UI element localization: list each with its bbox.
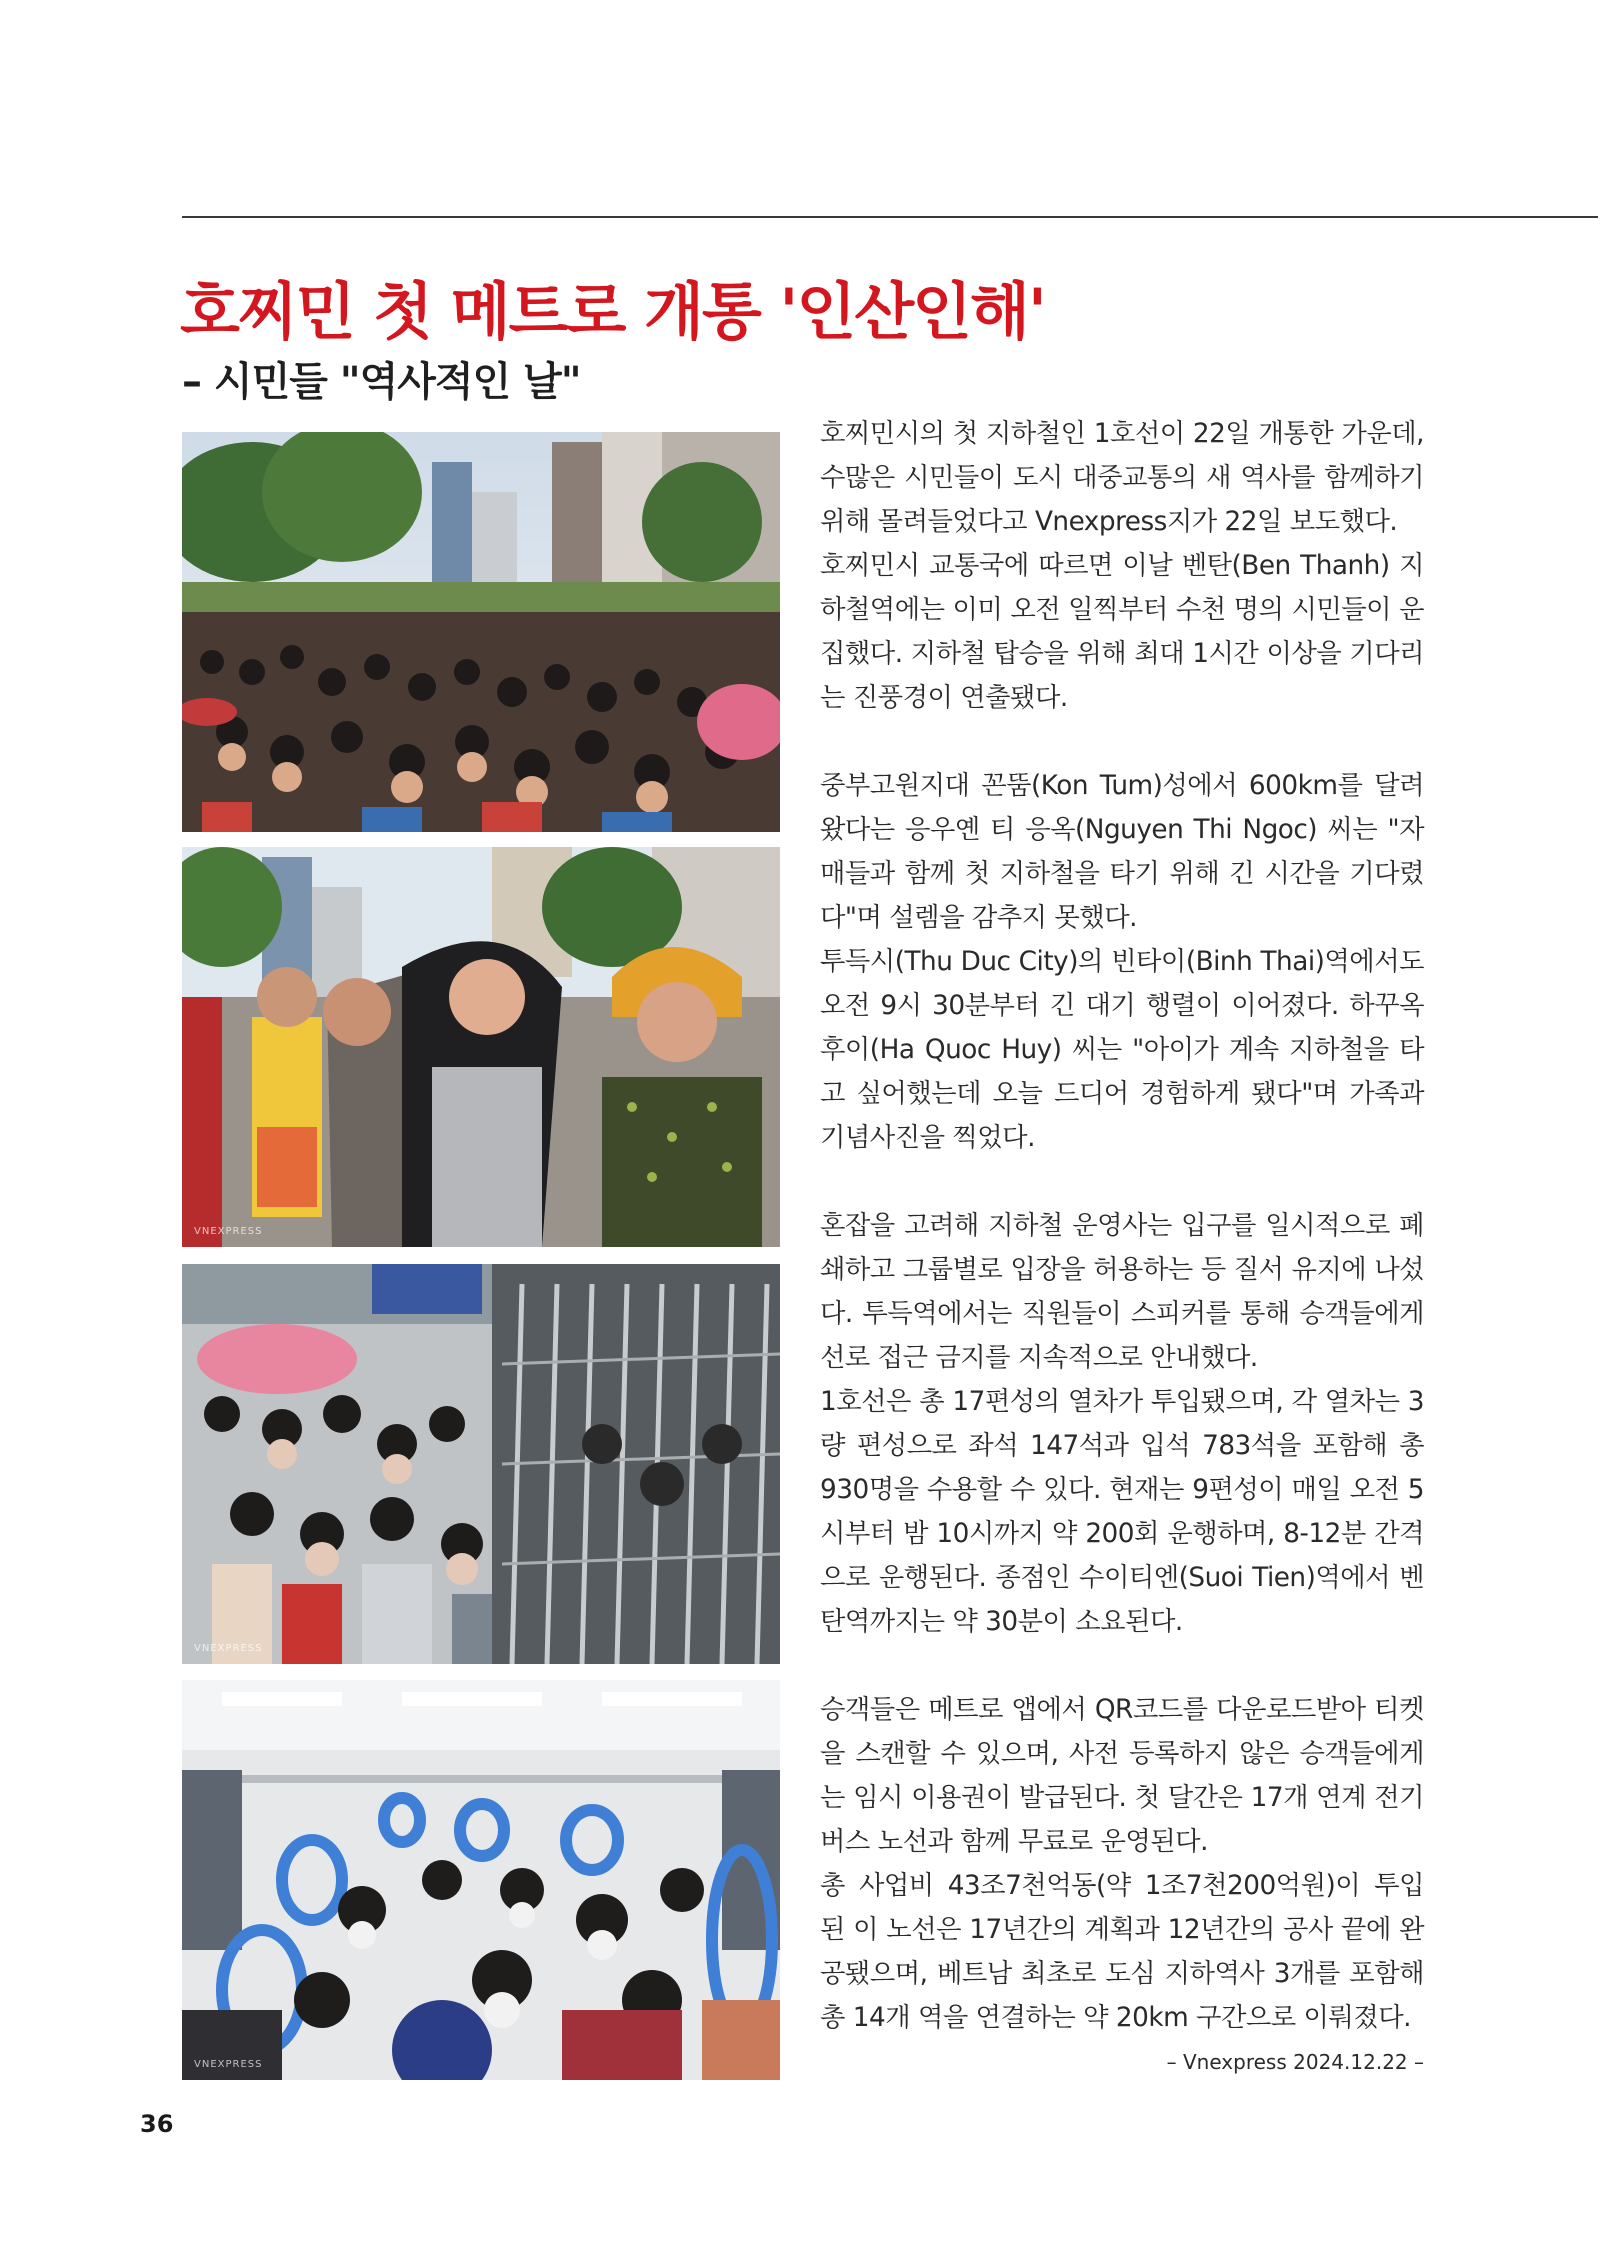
article-paragraph: 총 사업비 43조7천억동(약 1조7천200억원)이 투입된 이 노선은 17년간의 계획과 12년간의 공사 끝에 완공됐으며, 베트남 최초로 도심 지하역사 3개를 포함해 총 14개 역을 연결하는 약 20km 구간으로 이뤄졌다.: [820, 1871, 1424, 2033]
header-rule: [182, 216, 1598, 218]
article-paragraph: 혼잡을 고려해 지하철 운영사는 입구를 일시적으로 폐쇄하고 그룹별로 입장을 허용하는 등 질서 유지에 나섰다. 투득역에서는 직원들이 스피커를 통해 승객들에게 선로 접근 금지를 지속적으로 안내했다.: [820, 1211, 1424, 1373]
photo-train-interior-crowd: [182, 1680, 780, 2080]
photo-watermark: VNEXPRESS: [194, 1226, 263, 1237]
article-paragraph: 중부고원지대 꼰뚬(Kon Tum)성에서 600km를 달려왔다는 응우옌 티 응옥(Nguyen Thi Ngoc) 씨는 "자매들과 함께 첫 지하철을 타기 위해 긴 시간을 기다렸다"며 설렘을 감추지 못했다.: [820, 771, 1424, 933]
article-source: – Vnexpress 2024.12.22 –: [1166, 2050, 1424, 2074]
article-paragraph: 호찌민시 교통국에 따르면 이날 벤탄(Ben Thanh) 지하철역에는 이미 오전 일찍부터 수천 명의 시민들이 운집했다. 지하철 탑승을 위해 최대 1시간 이상을 기다리는 진풍경이 연출됐다.: [820, 551, 1424, 713]
photo-women-umbrella-jackets: [182, 847, 780, 1247]
article-body: [820, 412, 1424, 2040]
article-paragraph: 투득시(Thu Duc City)의 빈타이(Binh Thai)역에서도 오전 9시 30분부터 긴 대기 행렬이 이어졌다. 하꾸옥후이(Ha Quoc Huy) 씨는 "아이가 계속 지하철을 타고 싶어했는데 오늘 드디어 경험하게 됐다"며 가족과 기념사진을 찍었다.: [820, 947, 1424, 1153]
header-rule-tick: [1582, 216, 1598, 218]
article-paragraph: 1호선은 총 17편성의 열차가 투입됐으며, 각 열차는 3량 편성으로 좌석 147석과 입석 783석을 포함해 총 930명을 수용할 수 있다. 현재는 9편성이 매일 오전 5시부터 밤 10시까지 약 200회 운행하며, 8-12분 간격으로 운행된다. 종점인 수이티엔(Suoi Tien)역에서 벤탄역까지는 약 30분이 소요된다.: [820, 1387, 1424, 1637]
page-number: 36: [140, 2110, 174, 2138]
photo-watermark: VNEXPRESS: [194, 2059, 263, 2070]
article-paragraph: 승객들은 메트로 앱에서 QR코드를 다운로드받아 티켓을 스캔할 수 있으며, 사전 등록하지 않은 승객들에게는 임시 이용권이 발급된다. 첫 달간은 17개 연계 전기버스 노선과 함께 무료로 운영된다.: [820, 1695, 1424, 1857]
photo-watermark: VNEXPRESS: [194, 1643, 263, 1654]
article-paragraph: 호찌민시의 첫 지하철인 1호선이 22일 개통한 가운데, 수많은 시민들이 도시 대중교통의 새 역사를 함께하기 위해 몰려들었다고 Vnexpress지가 22일 보도했다.: [820, 419, 1424, 537]
photo-station-gate-crowd: [182, 1264, 780, 1664]
photo-crowd-square: [182, 432, 780, 832]
article-headline: 호찌민 첫 메트로 개통 '인산인해': [180, 275, 1045, 348]
article-subheadline: – 시민들 "역사적인 날": [182, 359, 581, 405]
